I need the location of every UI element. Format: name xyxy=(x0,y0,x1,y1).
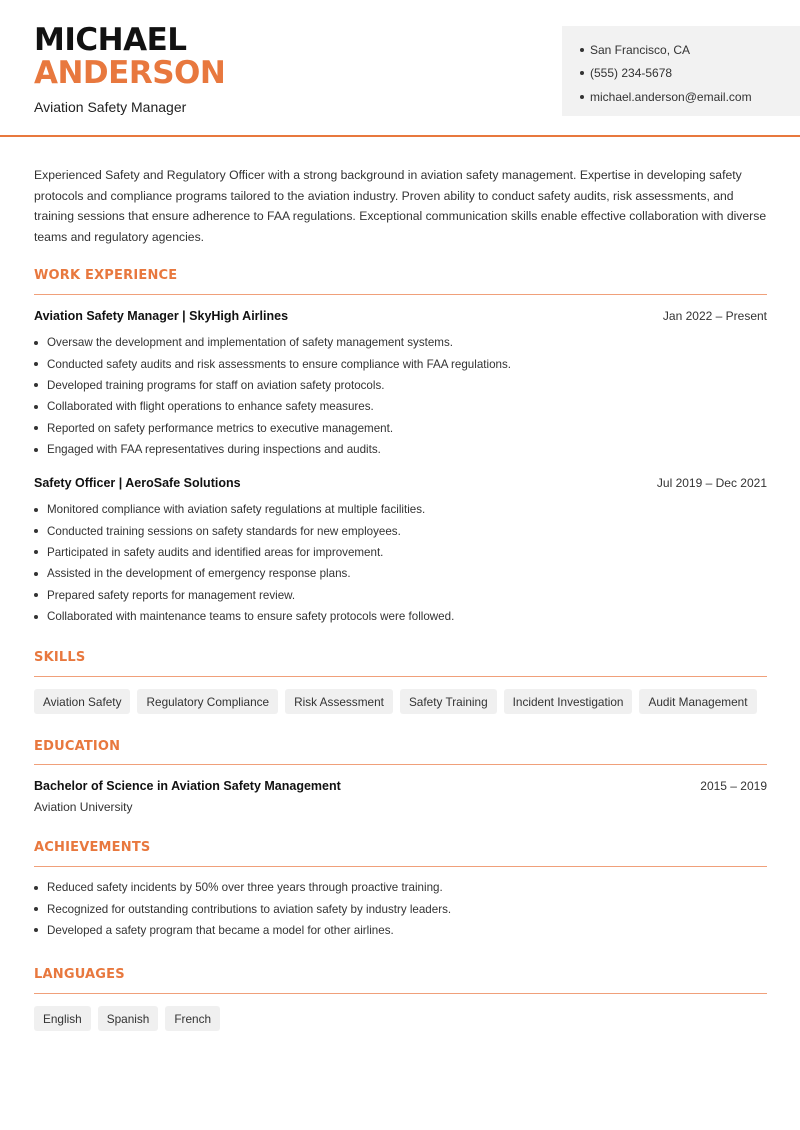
list-item: Developed training programs for staff on aviation safety protocols. xyxy=(34,375,511,396)
contact-phone: (555) 234-5678 xyxy=(580,62,800,86)
job-header xyxy=(34,476,767,490)
summary: Experienced Safety and Regulatory Officer with a strong background in aviation safety management. Expertise in developing safety protocols and compliance programs tailored to the aviation industry. Proven ability to conduct safety audits, risk assessments, and training sessions that ensure adherence to FAA regulations. Exceptional communication skills enable effective collaboration with diverse teams and regulatory agencies. xyxy=(34,168,767,244)
skill-chip: Incident Investigation xyxy=(504,689,633,714)
bullet-icon xyxy=(34,593,38,597)
job-dates: Jul 2019 – Dec 2021 xyxy=(656,476,767,490)
bullet-icon xyxy=(34,383,38,387)
bullet-icon xyxy=(34,550,38,554)
list-item: Assisted in the development of emergency response plans. xyxy=(34,563,454,584)
list-item: Collaborated with maintenance teams to ensure safety protocols were followed. xyxy=(34,606,454,627)
bullet-icon xyxy=(34,341,38,345)
bullet-icon xyxy=(34,886,38,890)
list-item: Reported on safety performance metrics to executive management. xyxy=(34,418,511,439)
job-title: Aviation Safety Manager xyxy=(34,99,187,115)
bullet-icon xyxy=(34,572,38,576)
job-title-company: Aviation Safety Manager | SkyHigh Airlines xyxy=(34,309,289,323)
bullet-icon xyxy=(34,907,38,911)
list-item: Monitored compliance with aviation safety regulations at multiple facilities. xyxy=(34,499,454,520)
skill-chip: Safety Training xyxy=(400,689,497,714)
bullet-icon xyxy=(34,928,38,932)
candidate-name xyxy=(34,24,225,90)
section-divider xyxy=(34,764,767,765)
section-title-achievements: ACHIEVEMENTS xyxy=(34,840,151,855)
section-title-work: WORK EXPERIENCE xyxy=(34,268,178,283)
education-dates: 2015 – 2019 xyxy=(700,779,767,793)
list-item: Participated in safety audits and identified areas for improvement. xyxy=(34,542,454,563)
languages-list xyxy=(34,1006,227,1031)
first-name: MICHAEL xyxy=(34,22,187,58)
job-bullets xyxy=(34,332,511,460)
section-divider xyxy=(34,866,767,867)
section-divider xyxy=(34,294,767,295)
bullet-icon xyxy=(34,448,38,452)
education-header xyxy=(34,779,767,793)
bullet-icon xyxy=(34,508,38,512)
job-title-company: Safety Officer | AeroSafe Solutions xyxy=(34,476,241,490)
bullet-icon xyxy=(580,95,584,99)
section-title-education: EDUCATION xyxy=(34,739,121,754)
school-name: Aviation University xyxy=(34,800,133,814)
list-item: Oversaw the development and implementation of safety management systems. xyxy=(34,332,511,353)
skills-list xyxy=(34,689,764,714)
last-name: ANDERSON xyxy=(34,55,226,91)
contact-box xyxy=(562,26,800,116)
contact-email[interactable]: michael.anderson@email.com xyxy=(580,85,800,109)
skill-chip: Audit Management xyxy=(639,689,756,714)
list-item: Recognized for outstanding contributions to aviation safety by industry leaders. xyxy=(34,898,451,919)
list-item: Collaborated with flight operations to enhance safety measures. xyxy=(34,396,511,417)
resume-header xyxy=(0,0,800,137)
skill-chip: Regulatory Compliance xyxy=(137,689,278,714)
bullet-icon xyxy=(34,615,38,619)
bullet-icon xyxy=(580,71,584,75)
bullet-icon xyxy=(34,426,38,430)
bullet-icon xyxy=(580,48,584,52)
contact-list xyxy=(580,38,800,109)
list-item: Engaged with FAA representatives during inspections and audits. xyxy=(34,439,511,460)
bullet-icon xyxy=(34,529,38,533)
job-header xyxy=(34,309,767,323)
bullet-icon xyxy=(34,405,38,409)
job-dates: Jan 2022 – Present xyxy=(662,309,767,323)
list-item: Prepared safety reports for management review. xyxy=(34,585,454,606)
language-chip: English xyxy=(34,1006,91,1031)
section-divider xyxy=(34,676,767,677)
language-chip: Spanish xyxy=(98,1006,159,1031)
degree: Bachelor of Science in Aviation Safety Management xyxy=(34,779,341,793)
section-title-languages: LANGUAGES xyxy=(34,967,125,982)
job-bullets xyxy=(34,499,454,627)
language-chip: French xyxy=(165,1006,220,1031)
list-item: Conducted training sessions on safety standards for new employees. xyxy=(34,520,454,541)
section-divider xyxy=(34,993,767,994)
bullet-icon xyxy=(34,362,38,366)
achievements-list xyxy=(34,877,451,941)
list-item: Conducted safety audits and risk assessments to ensure compliance with FAA regulations. xyxy=(34,353,511,374)
section-title-skills: SKILLS xyxy=(34,650,86,665)
skill-chip: Risk Assessment xyxy=(285,689,393,714)
list-item: Reduced safety incidents by 50% over three years through proactive training. xyxy=(34,877,451,898)
contact-location: San Francisco, CA xyxy=(580,38,800,62)
list-item: Developed a safety program that became a model for other airlines. xyxy=(34,920,451,941)
skill-chip: Aviation Safety xyxy=(34,689,130,714)
